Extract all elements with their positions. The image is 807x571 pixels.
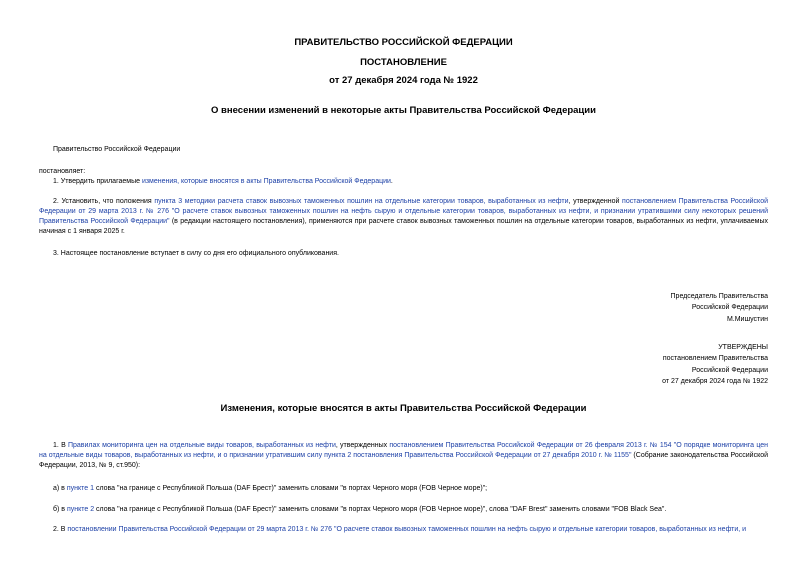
item-1-prefix: 1. Утвердить прилагаемые [53, 178, 142, 185]
document-title: О внесении изменений в некоторые акты Правительства Российской Федерации [211, 105, 596, 116]
signature-position-2: Российской Федерации [691, 304, 768, 312]
point-1-link[interactable]: пункте 1 [66, 485, 94, 492]
approval-line-2: постановлением Правительства [662, 355, 768, 363]
approval-line-4: от 27 декабря 2024 года № 1922 [662, 377, 768, 385]
change-1b-suffix: слова "на границе с Республикой Польша (DAF Брест)" заменить словами "в портах Черного моря (FOB Черное море)", слова "DAF Brest" заменить словами "FOB Black Sea". [94, 506, 667, 513]
signature-block [671, 291, 768, 325]
change-2 [53, 525, 768, 535]
change-1a-suffix: слова "на границе с Республикой Польша (DAF Брест)" заменить словами "в портах Черного моря (FOB Черное море)"; [94, 485, 488, 492]
signature-name: М.Мишустин [726, 315, 768, 323]
item-2-suffix: (в редакции настоящего постановления), применяются при расчете ставок вывозных таможенных пошлин на отдельные категории товаров, выработанных из нефти, уплачиваемых начиная с 1 января 2025 г. [39, 218, 768, 235]
change-1b-prefix: б) в [53, 506, 67, 513]
item-2-prefix: 2. Установить, что положения [53, 198, 155, 205]
change-1-mid: , утвержденных [335, 442, 390, 449]
change-2-prefix: 2. В [53, 526, 68, 533]
change-1a-prefix: а) в [53, 485, 67, 492]
change-1 [39, 441, 768, 471]
resolution-276-link[interactable]: постановлением Правительства Российской Федерации от 29 марта 2013 г. № 276 "О расчете ставок вывозных таможенных пошлин на нефть сырую и отдельные категории товаров, выработанных из нефти, и признании утратившими силу некоторых решений Правительства Российской Федерации" [39, 198, 768, 225]
change-1a [53, 484, 487, 494]
document-type: ПОСТАНОВЛЕНИЕ [360, 57, 447, 68]
change-1-prefix: 1. В [53, 442, 68, 449]
changes-title: Изменения, которые вносятся в акты Правительства Российской Федерации [220, 403, 587, 414]
document-date-number: от 27 декабря 2024 года № 1922 [329, 75, 478, 86]
decrees-word: постановляет: [39, 168, 86, 175]
resolution-154-link[interactable]: постановлением Правительства Российской Федерации от 26 февраля 2013 г. № 154 "О порядке мониторинга цен на отдельные виды товаров, выработанных из нефти, и о признании утратившим силу пункта 2 постановления Правительства Российской Федерации от 27 декабря 2010 г. № 1155" [39, 442, 769, 459]
point-2-link[interactable]: пункте 2 [66, 506, 95, 513]
methodology-point-3-link[interactable]: пункта 3 методики расчета ставок вывозных таможенных пошлин на отдельные категории товаров, выработанных из нефти [154, 198, 569, 205]
resolution-276-link-2[interactable]: постановлении Правительства Российской Федерации от 29 марта 2013 г. № 276 "О расчете ставок вывозных таможенных пошлин на нефть сырую и отдельные категории товаров, выработанных из нефти, и [67, 526, 747, 533]
item-2 [39, 197, 768, 237]
item-2-mid: , утвержденной [568, 198, 623, 205]
item-3: 3. Настоящее постановление вступает в силу со дня его официального опубликования. [53, 250, 339, 257]
signature-position-1: Председатель Правительства [670, 293, 768, 300]
approval-line-1: УТВЕРЖДЕНЫ [718, 344, 768, 351]
government-heading: ПРАВИТЕЛЬСТВО РОССИЙСКОЙ ФЕДЕРАЦИИ [294, 37, 513, 48]
item-1 [53, 177, 393, 187]
monitoring-rules-link[interactable]: Правилах мониторинга цен на отдельные виды товаров, выработанных из нефти [67, 442, 336, 449]
preamble: Правительство Российской Федерации [53, 146, 181, 153]
change-1-suffix: (Собрание законодательства Российской Федерации, 2013, № 9, ст.950): [39, 452, 769, 469]
changes-link[interactable]: изменения, которые вносятся в акты Правительства Российской Федерации [141, 178, 391, 185]
change-1b [53, 505, 666, 515]
approval-line-3: Российской Федерации [691, 366, 768, 374]
item-1-suffix: . [390, 178, 393, 185]
approval-block [662, 342, 768, 387]
